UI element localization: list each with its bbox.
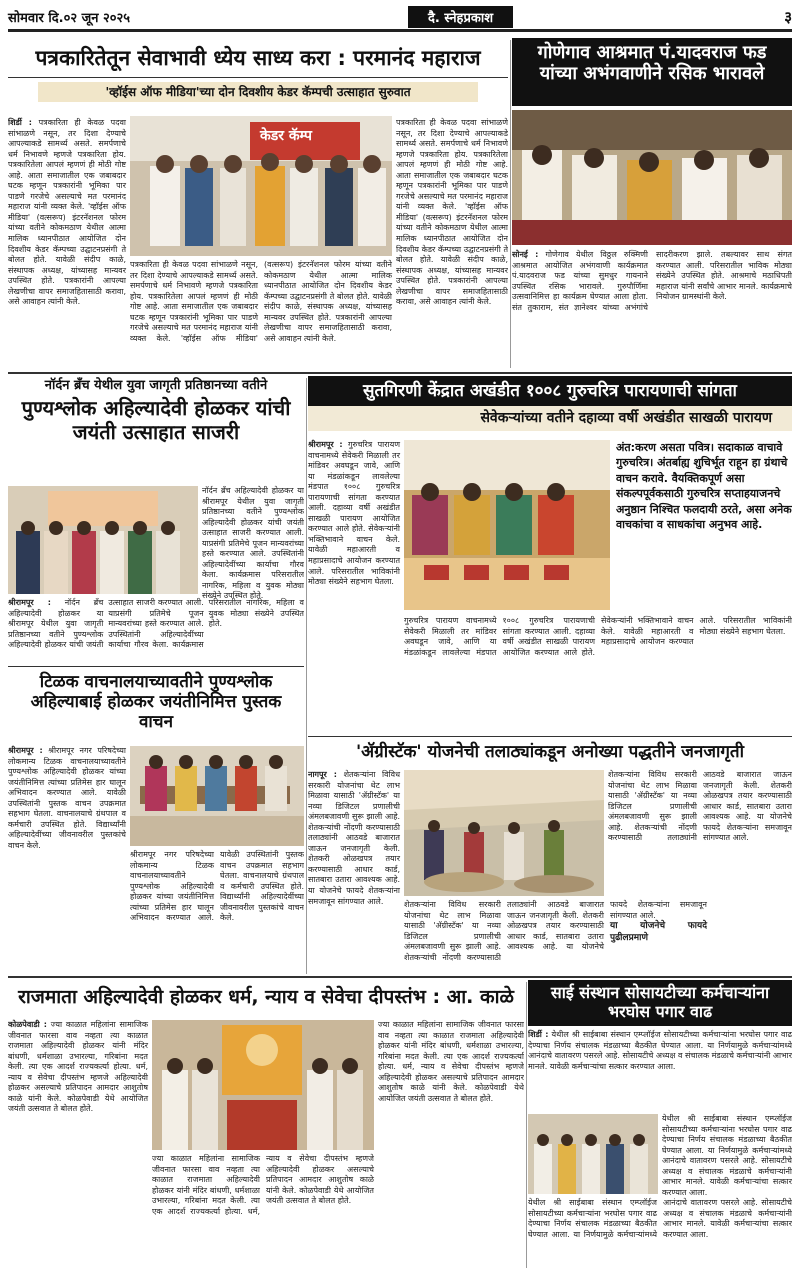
article-body-column-2 <box>404 616 792 732</box>
article-dateline: सोनई : <box>512 250 539 259</box>
article-body-cont: ज्या काळात महिलांना सामाजिक जीवनात फारसा वाव नव्हता त्या काळात राजमाता अहिल्यादेवी होळकर यांनी मंदिर बांधणी, धर्मशाळा उभारल्या, गरिबांना मदत केली. त्या एक आदर्श राज्यकर्त्या होत्या. धर्म, न्याय व सेवेचा दीपस्तंभ म्हणजे अहिल्यादेवी होळकर असल्याचे प्रतिपादन आमदार आशुतोष काळे यांनी केले. कोळपेवाडी येथे आयोजित जयंती उत्सवात ते बोलत होते. <box>378 1020 524 1103</box>
article-dateline: श्रीरामपूर : <box>8 598 51 607</box>
article-body-column <box>308 440 400 630</box>
article-dateline: शिर्डी : <box>528 1030 549 1039</box>
article-headline: पुण्यश्लोक अहिल्यादेवी होळकर यांची जयंती उत्साहात साजरी <box>21 396 291 444</box>
article-body-cont-2: पत्रकारिता ही केवळ पदवा सांभाळणे नसून, तर दिशा देण्याचे आपल्याकडे सामर्थ्य असते. समर्पणाचे धर्म निभावणे म्हणजे पत्रकारिता होय. पत्रकारितेला आपलं म्हणणं ही मोठी गोष्ट आहे. आता समाजातील एक जबाबदार घटक म्हणून पत्रकारांनी भूमिका पार पाडणे गरजेचे असल्याचे मत परमानंद महाराज यांनी व्यक्त केले. 'व्हॉईस ऑफ मीडिया' (वत्सरूप) इंटरनॅशनल फोरम यांच्या वतीने कोकमठाण येथील आत्मा मालिक ध्यानपीठात आयोजित दोन दिवशीय केडर कॅम्पच्या उद्घाटनप्रसंगी ते बोलत होते. यावेळी संदीप काळे, संस्थापक अध्यक्ष, यांच्यासह मान्यवर उपस्थित होते. पत्रकारांनी आपल्या लेखणीचा वापर समाजहितासाठी करावा, असे आवाहन त्यांनी केले. <box>130 260 392 343</box>
parayan-photo <box>404 440 610 610</box>
article-headline: टिळक वाचनालयाच्यावतीने पुण्यश्लोक अहिल्याबाई होळकर जयंतीनिमित्त पुस्तक वाचन <box>30 672 282 733</box>
pull-quote: अंत:करण असता पवित्र। सदाकाळ वाचावे गुरुचरित्र। अंतर्बाह्य शुचिर्भूत राहून हा ग्रंथाचे वाचन करावे. वैयक्तिकपूर्ण असा संकल्पपूर्वकसाठी गुरुचरित्र सप्ताहयाजनचे अनुष्ठान निश्चित फलदायी ठरते, असा अनेक वाचकांचा व साधकांचा अनुभव आहे. <box>616 441 792 531</box>
article-headline: गोणेगाव आश्रमात पं.यादवराज फड यांच्या अभंगवाणीने रसिक भारावले <box>512 38 792 106</box>
article-body-text: गोणेगाव येथील विठ्ठल रुक्मिणी आश्रमात आयोजित अभंगवाणी कार्यक्रमात पं.यादवराज फड यांच्या सुमधुर गायनाने उपस्थित रसिक भारावले. गुरुपौर्णिमा उत्सवानिमित्त हा कार्यक्रम घेण्यात आला होता. संत तुकाराम, संत ज्ञानेश्वर यांच्या अभंगांचे सादरीकरण झाले. तबल्यावर साथ संगत करण्यात आली. परिसरातील भाविक मोठ्या संख्येने उपस्थित होते. आश्रमाचे मठाधिपती महाराज यांनी सर्वांचे आभार मानले. कार्यक्रमाचे नियोजन ग्रामस्थांनी केले. <box>512 250 792 312</box>
article-photo <box>152 1020 374 1150</box>
masthead <box>8 4 792 32</box>
article-ahilyadevi-jayanti <box>8 376 304 660</box>
column-divider <box>526 982 527 1268</box>
article-body-cont-2: ज्या काळात महिलांना सामाजिक जीवनात फारसा वाव नव्हता त्या काळात राजमाता अहिल्यादेवी होळकर यांनी मंदिर बांधणी, धर्मशाळा उभारल्या, गरिबांना मदत केली. त्या एक आदर्श राज्यकर्त्या होत्या. धर्म, न्याय व सेवेचा दीपस्तंभ म्हणजे अहिल्यादेवी होळकर असल्याचे प्रतिपादन आमदार आशुतोष काळे यांनी केले. कोळपेवाडी येथे आयोजित जयंती उत्सवात ते बोलत होते. <box>152 1154 374 1216</box>
article-subhead: या योजनेचे फायदे पुढीलप्रमाणे <box>610 921 707 943</box>
divider <box>8 372 792 374</box>
article-body-cont: शेतकऱ्यांना विविध सरकारी योजनांचा थेट लाभ मिळावा यासाठी 'ॲग्रीस्टॅक' या नव्या डिजिटल प्रणालीची अंमलबजावणी सुरू झाली आहे. शेतकऱ्यांची नोंदणी करण्यासाठी तलाठ्यांनी आठवडे बाजारात जाऊन जनजागृती केली. शेतकरी ओळखपत्र तयार करण्यासाठी आधार कार्ड, सातबारा उतारा आवश्यक आहे. या योजनेचे फायदे शेतकऱ्यांना समजावून सांगण्यात आले. <box>608 770 792 843</box>
article-gurucharitra <box>308 376 792 732</box>
article-abhangvani <box>512 38 792 368</box>
divider <box>308 736 792 737</box>
article-body-column-2 <box>378 1020 524 1268</box>
page-number: ३ <box>784 7 792 26</box>
article-body: पत्रकारिता ही केवळ पदवा सांभाळणे नसून, तर दिशा देण्याचे आपल्याकडे सामर्थ्य असते. समर्पणाचे धर्म निभावणे म्हणजे पत्रकारिता होय. पत्रकारितेला आपलं म्हणणं ही मोठी गोष्ट आहे. आता समाजातील एक जबाबदार घटक म्हणून पत्रकारांनी भूमिका पार पाडणे गरजेचे असल्याचे मत परमानंद महाराज यांनी व्यक्त केले. 'व्हॉईस ऑफ मीडिया' (वत्सरूप) इंटरनॅशनल फोरम यांच्या वतीने कोकमठाण येथील आत्मा मालिक ध्यानपीठात आयोजित दोन दिवशीय केडर कॅम्पच्या उद्घाटनप्रसंगी ते बोलत होते. यावेळी संदीप काळे, संस्थापक अध्यक्ष, यांच्यासह मान्यवर उपस्थित होते. पत्रकारांनी आपल्या लेखणीचा वापर समाजहितासाठी करावा, असे आवाहन त्यांनी केले. <box>8 118 126 307</box>
article-body-column-3 <box>528 1198 792 1268</box>
article-body-cont: श्रीरामपूर नगर परिषदेच्या लोकमान्य टिळक वाचनालयाच्यावतीने पुण्यश्लोक अहिल्यादेवी होळकर यांच्या जयंतीनिमित्त त्यांच्या प्रतिमेस हार घालून अभिवादन करण्यात आले. यावेळी उपस्थितांनी पुस्तक वाचन उपक्रमात सहभाग घेतला. वाचनालयाचे ग्रंथपाल व कर्मचारी उपस्थित होते. विद्यार्थ्यांनी अहिल्यादेवींच्या जीवनावरील पुस्तकांचे वाचन केले. <box>130 850 304 923</box>
article-body-column <box>8 118 126 368</box>
article-headline: राजमाता अहिल्यादेवी होळकर धर्म, न्याय व सेवेचा दीपस्तंभ : आ. काळे <box>18 986 514 1008</box>
article-dateline: नागपूर : <box>308 770 337 779</box>
article-rajmata <box>8 980 524 1268</box>
issue-date: सोमवार दि.०२ जून २०२५ <box>8 10 131 26</box>
article-body-cont: गुरुचरित्र पारायण वाचनामध्ये सेवेकरी मिळाली तर मांडिवर अवघडून जावे, आणि या मंडळांकडून लावलेल्या मंडपात १००८ गुरुचरित्र पारायणाची सांगता करण्यात आली. दहाव्या वर्षी अखंडीत साखळी पारायण आयोजित करण्यात आले होते. सेवेकऱ्यांनी भक्तिभावाने वाचन केले. यावेळी महाआरती व महाप्रसादाचे आयोजन करण्यात आले. परिसरातील भाविकांनी मोठ्या संख्येने सहभाग घेतला. <box>404 616 792 657</box>
divider <box>8 976 792 978</box>
article-kicker: नॉर्दन ब्रँच येथील युवा जागृती प्रतिष्ठानच्या वतीने <box>44 378 268 393</box>
article-body-column-3 <box>130 260 392 368</box>
article-tilak-vachanalay <box>8 666 304 972</box>
article-body-column <box>8 746 126 972</box>
article-photo <box>512 110 792 245</box>
article-photo <box>8 486 198 594</box>
article-subhead: सेवेकऱ्यांच्या वतीने दहाव्या वर्षी अखंडीत साखळी पारायण <box>308 406 792 431</box>
banner-text: केडर कॅम्प <box>260 128 313 144</box>
article-agristack <box>308 736 792 972</box>
article-headline: सुतगिरणी केंद्रात अखंडीत १००८ गुरुचरित्र पारायणाची सांगता <box>308 376 792 406</box>
article-body-column-2 <box>130 850 304 972</box>
newspaper-name: दै. स्नेहप्रकाश <box>408 6 513 28</box>
article-dateline: शिर्डी : <box>8 118 32 127</box>
article-body: येथील श्री साईबाबा संस्थान एम्प्लॉईज सोसायटीच्या कर्मचाऱ्यांना भरघोस पगार वाढ देण्याचा निर्णय संचालक मंडळाच्या बैठकीत घेण्यात आला. या निर्णयामुळे कर्मचाऱ्यांमध्ये आनंदाचे वातावरण पसरले आहे. सोसायटीचे अध्यक्ष व संचालक मंडळाचे कर्मचाऱ्यांनी आभार मानले. यावेळी कर्मचाऱ्यांचा सत्कार करण्यात आला. <box>528 1030 792 1071</box>
column-divider <box>510 40 511 368</box>
article-body-column-2 <box>662 1114 792 1197</box>
article-sai-sansthan <box>528 980 792 1268</box>
article-headline: 'ॲग्रीस्टॅक' योजनेची तलाठ्यांकडून अनोख्या पद्धतीने जनजागृती <box>355 742 745 762</box>
article-body-column <box>8 1020 148 1268</box>
article-body: नॉर्दन ब्रँच अहिल्यादेवी होळकर या श्रीरामपूर येथील युवा जागृती प्रतिष्ठानच्या वतीने पुण्यश्लोक अहिल्यादेवी होळकर यांची जयंती उत्साहात साजरी करण्यात आली. याप्रसंगी प्रतिमेचे पूजन मान्यवरांच्या हस्ते करण्यात आले. उपस्थितांनी अहिल्यादेवींच्या कार्याचा गौरव केला. कार्यक्रमास परिसरातील नागरिक, महिला व युवक मोठ्या संख्येने उपस्थित होते. <box>202 486 304 601</box>
article-body-cont-2: शेतकऱ्यांना विविध सरकारी योजनांचा थेट लाभ मिळावा यासाठी 'ॲग्रीस्टॅक' या नव्या डिजिटल प्रणालीची अंमलबजावणी सुरू झाली आहे. शेतकऱ्यांची नोंदणी करण्यासाठी तलाठ्यांनी आठवडे बाजारात जाऊन जनजागृती केली. शेतकरी ओळखपत्र तयार करण्यासाठी आधार कार्ड, सातबारा उतारा आवश्यक आहे. या योजनेचे फायदे शेतकऱ्यांना समजावून सांगण्यात आले. <box>404 900 707 962</box>
article-body-cont-2: येथील श्री साईबाबा संस्थान एम्प्लॉईज सोसायटीच्या कर्मचाऱ्यांना भरघोस पगार वाढ देण्याचा निर्णय संचालक मंडळाच्या बैठकीत घेण्यात आला. या निर्णयामुळे कर्मचाऱ्यांमध्ये आनंदाचे वातावरण पसरले आहे. सोसायटीचे अध्यक्ष व संचालक मंडळाचे कर्मचाऱ्यांनी आभार मानले. यावेळी कर्मचाऱ्यांचा सत्कार करण्यात आला. <box>528 1198 792 1239</box>
article-body-cont: पत्रकारिता ही केवळ पदवा सांभाळणे नसून, तर दिशा देण्याचे आपल्याकडे सामर्थ्य असते. समर्पणाचे धर्म निभावणे म्हणजे पत्रकारिता होय. पत्रकारितेला आपलं म्हणणं ही मोठी गोष्ट आहे. आता समाजातील एक जबाबदार घटक म्हणून पत्रकारांनी भूमिका पार पाडणे गरजेचे असल्याचे मत परमानंद महाराज यांनी व्यक्त केले. 'व्हॉईस ऑफ मीडिया' (वत्सरूप) इंटरनॅशनल फोरम यांच्या वतीने कोकमठाण येथील आत्मा मालिक ध्यानपीठात आयोजित दोन दिवशीय केडर कॅम्पच्या उद्घाटनप्रसंगी ते बोलत होते. यावेळी संदीप काळे, संस्थापक अध्यक्ष, यांच्यासह मान्यवर उपस्थित होते. पत्रकारांनी आपल्या लेखणीचा वापर समाजहितासाठी करावा, असे आवाहन त्यांनी केले. <box>396 118 508 307</box>
column-divider <box>306 378 307 974</box>
article-body-column <box>308 770 400 972</box>
article-dateline: श्रीरामपूर : <box>308 440 343 449</box>
article-body-column-2 <box>396 118 508 368</box>
article-body-column-3 <box>152 1154 374 1268</box>
article-photo <box>130 746 304 846</box>
article-body-column <box>202 486 304 601</box>
article-dateline: श्रीरामपूर : <box>8 746 43 755</box>
article-body-cont: नॉर्दन ब्रँच अहिल्यादेवी होळकर या श्रीरामपूर येथील युवा जागृती प्रतिष्ठानच्या वतीने पुण्यश्लोक अहिल्यादेवी होळकर यांची जयंती उत्साहात साजरी करण्यात आली. याप्रसंगी प्रतिमेचे पूजन मान्यवरांच्या हस्ते करण्यात आले. उपस्थितांनी अहिल्यादेवींच्या कार्याचा गौरव केला. कार्यक्रमास परिसरातील नागरिक, महिला व युवक मोठ्या संख्येने उपस्थित होते. <box>8 598 304 650</box>
article-photo <box>130 116 392 256</box>
article-headline: पत्रकारितेतून सेवाभावी ध्येय साध्य करा : परमानंद महाराज <box>8 38 508 78</box>
article-headline: साई संस्थान सोसायटीच्या कर्मचाऱ्यांना भरघोस पगार वाढ <box>528 980 792 1026</box>
article-body <box>512 250 792 368</box>
divider <box>8 666 304 667</box>
article-body: ज्या काळात महिलांना सामाजिक जीवनात फारसा वाव नव्हता त्या काळात राजमाता अहिल्यादेवी होळकर यांनी मंदिर बांधणी, धर्मशाळा उभारल्या, गरिबांना मदत केली. त्या एक आदर्श राज्यकर्त्या होत्या. धर्म, न्याय व सेवेचा दीपस्तंभ म्हणजे अहिल्यादेवी होळकर असल्याचे प्रतिपादन आमदार आशुतोष काळे यांनी केले. कोळपेवाडी येथे आयोजित जयंती उत्सवात ते बोलत होते. <box>8 1020 149 1114</box>
article-dateline: कोळपेवाडी : <box>8 1020 47 1029</box>
article-body: गुरुचरित्र पारायण वाचनामध्ये सेवेकरी मिळाली तर मांडिवर अवघडून जावे, आणि या मंडळांकडून लावलेल्या मंडपात १००८ गुरुचरित्र पारायणाची सांगता करण्यात आली. दहाव्या वर्षी अखंडीत साखळी पारायण आयोजित करण्यात आले होते. सेवेकऱ्यांनी भक्तिभावाने वाचन केले. यावेळी महाआरती व महाप्रसादाचे आयोजन करण्यात आले. परिसरातील भाविकांनी मोठ्या संख्येने सहभाग घेतला. <box>308 440 400 587</box>
article-photo <box>404 770 604 896</box>
article-body-column <box>528 1030 792 1110</box>
article-body-cont: येथील श्री साईबाबा संस्थान एम्प्लॉईज सोसायटीच्या कर्मचाऱ्यांना भरघोस पगार वाढ देण्याचा निर्णय संचालक मंडळाच्या बैठकीत घेण्यात आला. या निर्णयामुळे कर्मचाऱ्यांमध्ये आनंदाचे वातावरण पसरले आहे. सोसायटीचे अध्यक्ष व संचालक मंडळाचे कर्मचाऱ्यांनी आभार मानले. यावेळी कर्मचाऱ्यांचा सत्कार करण्यात आला. <box>662 1114 792 1197</box>
article-seva-dhyey <box>8 38 508 368</box>
article-body: श्रीरामपूर नगर परिषदेच्या लोकमान्य टिळक वाचनालयाच्यावतीने पुण्यश्लोक अहिल्यादेवी होळकर यांच्या जयंतीनिमित्त त्यांच्या प्रतिमेस हार घालून अभिवादन करण्यात आले. यावेळी उपस्थितांनी पुस्तक वाचन उपक्रमात सहभाग घेतला. वाचनालयाचे ग्रंथपाल व कर्मचारी उपस्थित होते. विद्यार्थ्यांनी अहिल्यादेवींच्या जीवनावरील पुस्तकांचे वाचन केले. <box>8 746 126 850</box>
article-body: शेतकऱ्यांना विविध सरकारी योजनांचा थेट लाभ मिळावा यासाठी 'ॲग्रीस्टॅक' या नव्या डिजिटल प्रणालीची अंमलबजावणी सुरू झाली आहे. शेतकऱ्यांची नोंदणी करण्यासाठी तलाठ्यांनी आठवडे बाजारात जाऊन जनजागृती केली. शेतकरी ओळखपत्र तयार करण्यासाठी आधार कार्ड, सातबारा उतारा आवश्यक आहे. या योजनेचे फायदे शेतकऱ्यांना समजावून सांगण्यात आले. <box>308 770 400 906</box>
article-photo <box>528 1114 658 1194</box>
article-body-column-3 <box>404 900 707 972</box>
article-subhead: 'व्हॉईस ऑफ मीडिया'च्या दोन दिवशीय केडर कॅम्पची उत्साहात सुरुवात <box>38 82 478 102</box>
article-body-column-2 <box>8 598 304 660</box>
